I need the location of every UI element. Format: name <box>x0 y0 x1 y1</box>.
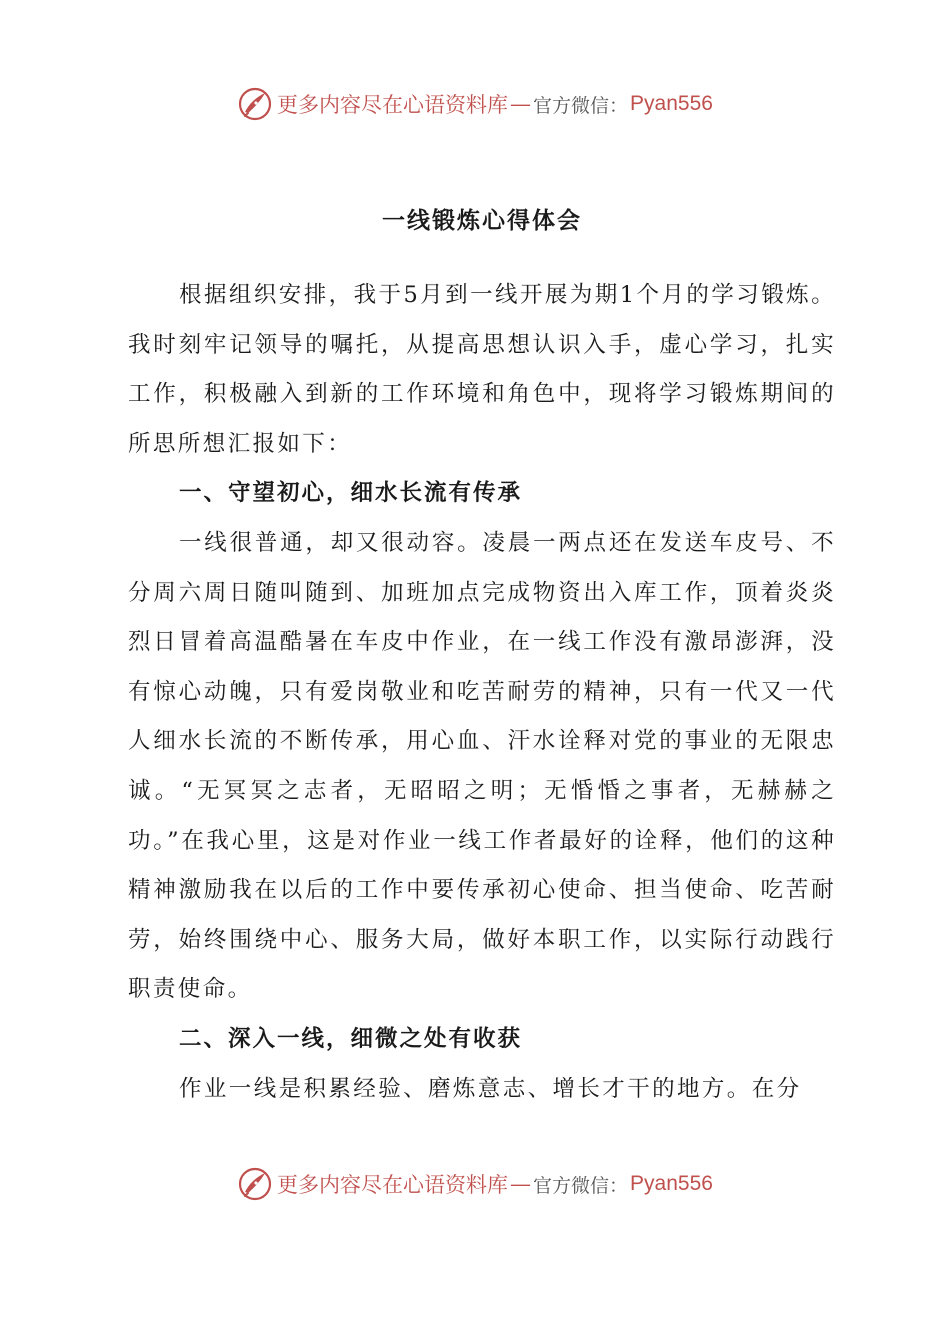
pen-logo-icon <box>237 1166 273 1202</box>
section2-paragraph: 作业一线是积累经验、磨炼意志、增长才干的地方。在分 <box>179 1075 802 1102</box>
watermark-wechat-label: 官方微信： <box>533 1174 629 1197</box>
watermark-wechat-id: Pyan556 <box>630 92 713 115</box>
intro-paragraph: 根据组织安排，我于5月到一线开展为期1个月的学习锻炼。我时刻牢记领导的嘱托，从提高思想认识入手，虚心学习，扎实工作，积极融入到新的工作环境和角色中，现将学习锻炼期间的所思所想汇报如下： <box>128 282 836 457</box>
pen-logo-icon <box>237 86 273 122</box>
watermark-site-text: 更多内容尽在心语资料库 <box>277 1173 509 1197</box>
watermark-dash: — <box>510 1172 532 1196</box>
watermark-site-text: 更多内容尽在心语资料库 <box>277 93 509 117</box>
watermark-wechat-label: 官方微信： <box>533 94 629 117</box>
watermark-wechat-id: Pyan556 <box>630 1172 713 1195</box>
document-body <box>128 196 836 1114</box>
section2-heading: 二、深入一线，细微之处有收获 <box>179 1025 523 1052</box>
section1-heading: 一、守望初心，细水长流有传承 <box>179 480 523 507</box>
section1-paragraph: 一线很普通，却又很动容。凌晨一两点还在发送车皮号、不分周六周日随叫随到、加班加点完成物资出入库工作，顶着炎炎烈日冒着高温酷暑在车皮中作业，在一线工作没有激昂澎湃，没有惊心动魄，只有爱岗敬业和吃苦耐劳的精神，只有一代又一代人细水长流的不断传承，用心血、汗水诠释对党的事业的无限忠诚。“无冥冥之志者，无昭昭之明；无惛惛之事者，无赫赫之功。”在我心里，这是对作业一线工作者最好的诠释，他们的这种精神激励我在以后的工作中要传承初心使命、担当使命、吃苦耐劳，始终围绕中心、服务大局，做好本职工作，以实际行动践行职责使命。 <box>128 529 836 1003</box>
document-title: 一线锻炼心得体会 <box>382 208 582 234</box>
watermark-dash: — <box>510 92 532 116</box>
footer-watermark-banner <box>0 1164 950 1204</box>
header-watermark-banner <box>0 84 950 124</box>
